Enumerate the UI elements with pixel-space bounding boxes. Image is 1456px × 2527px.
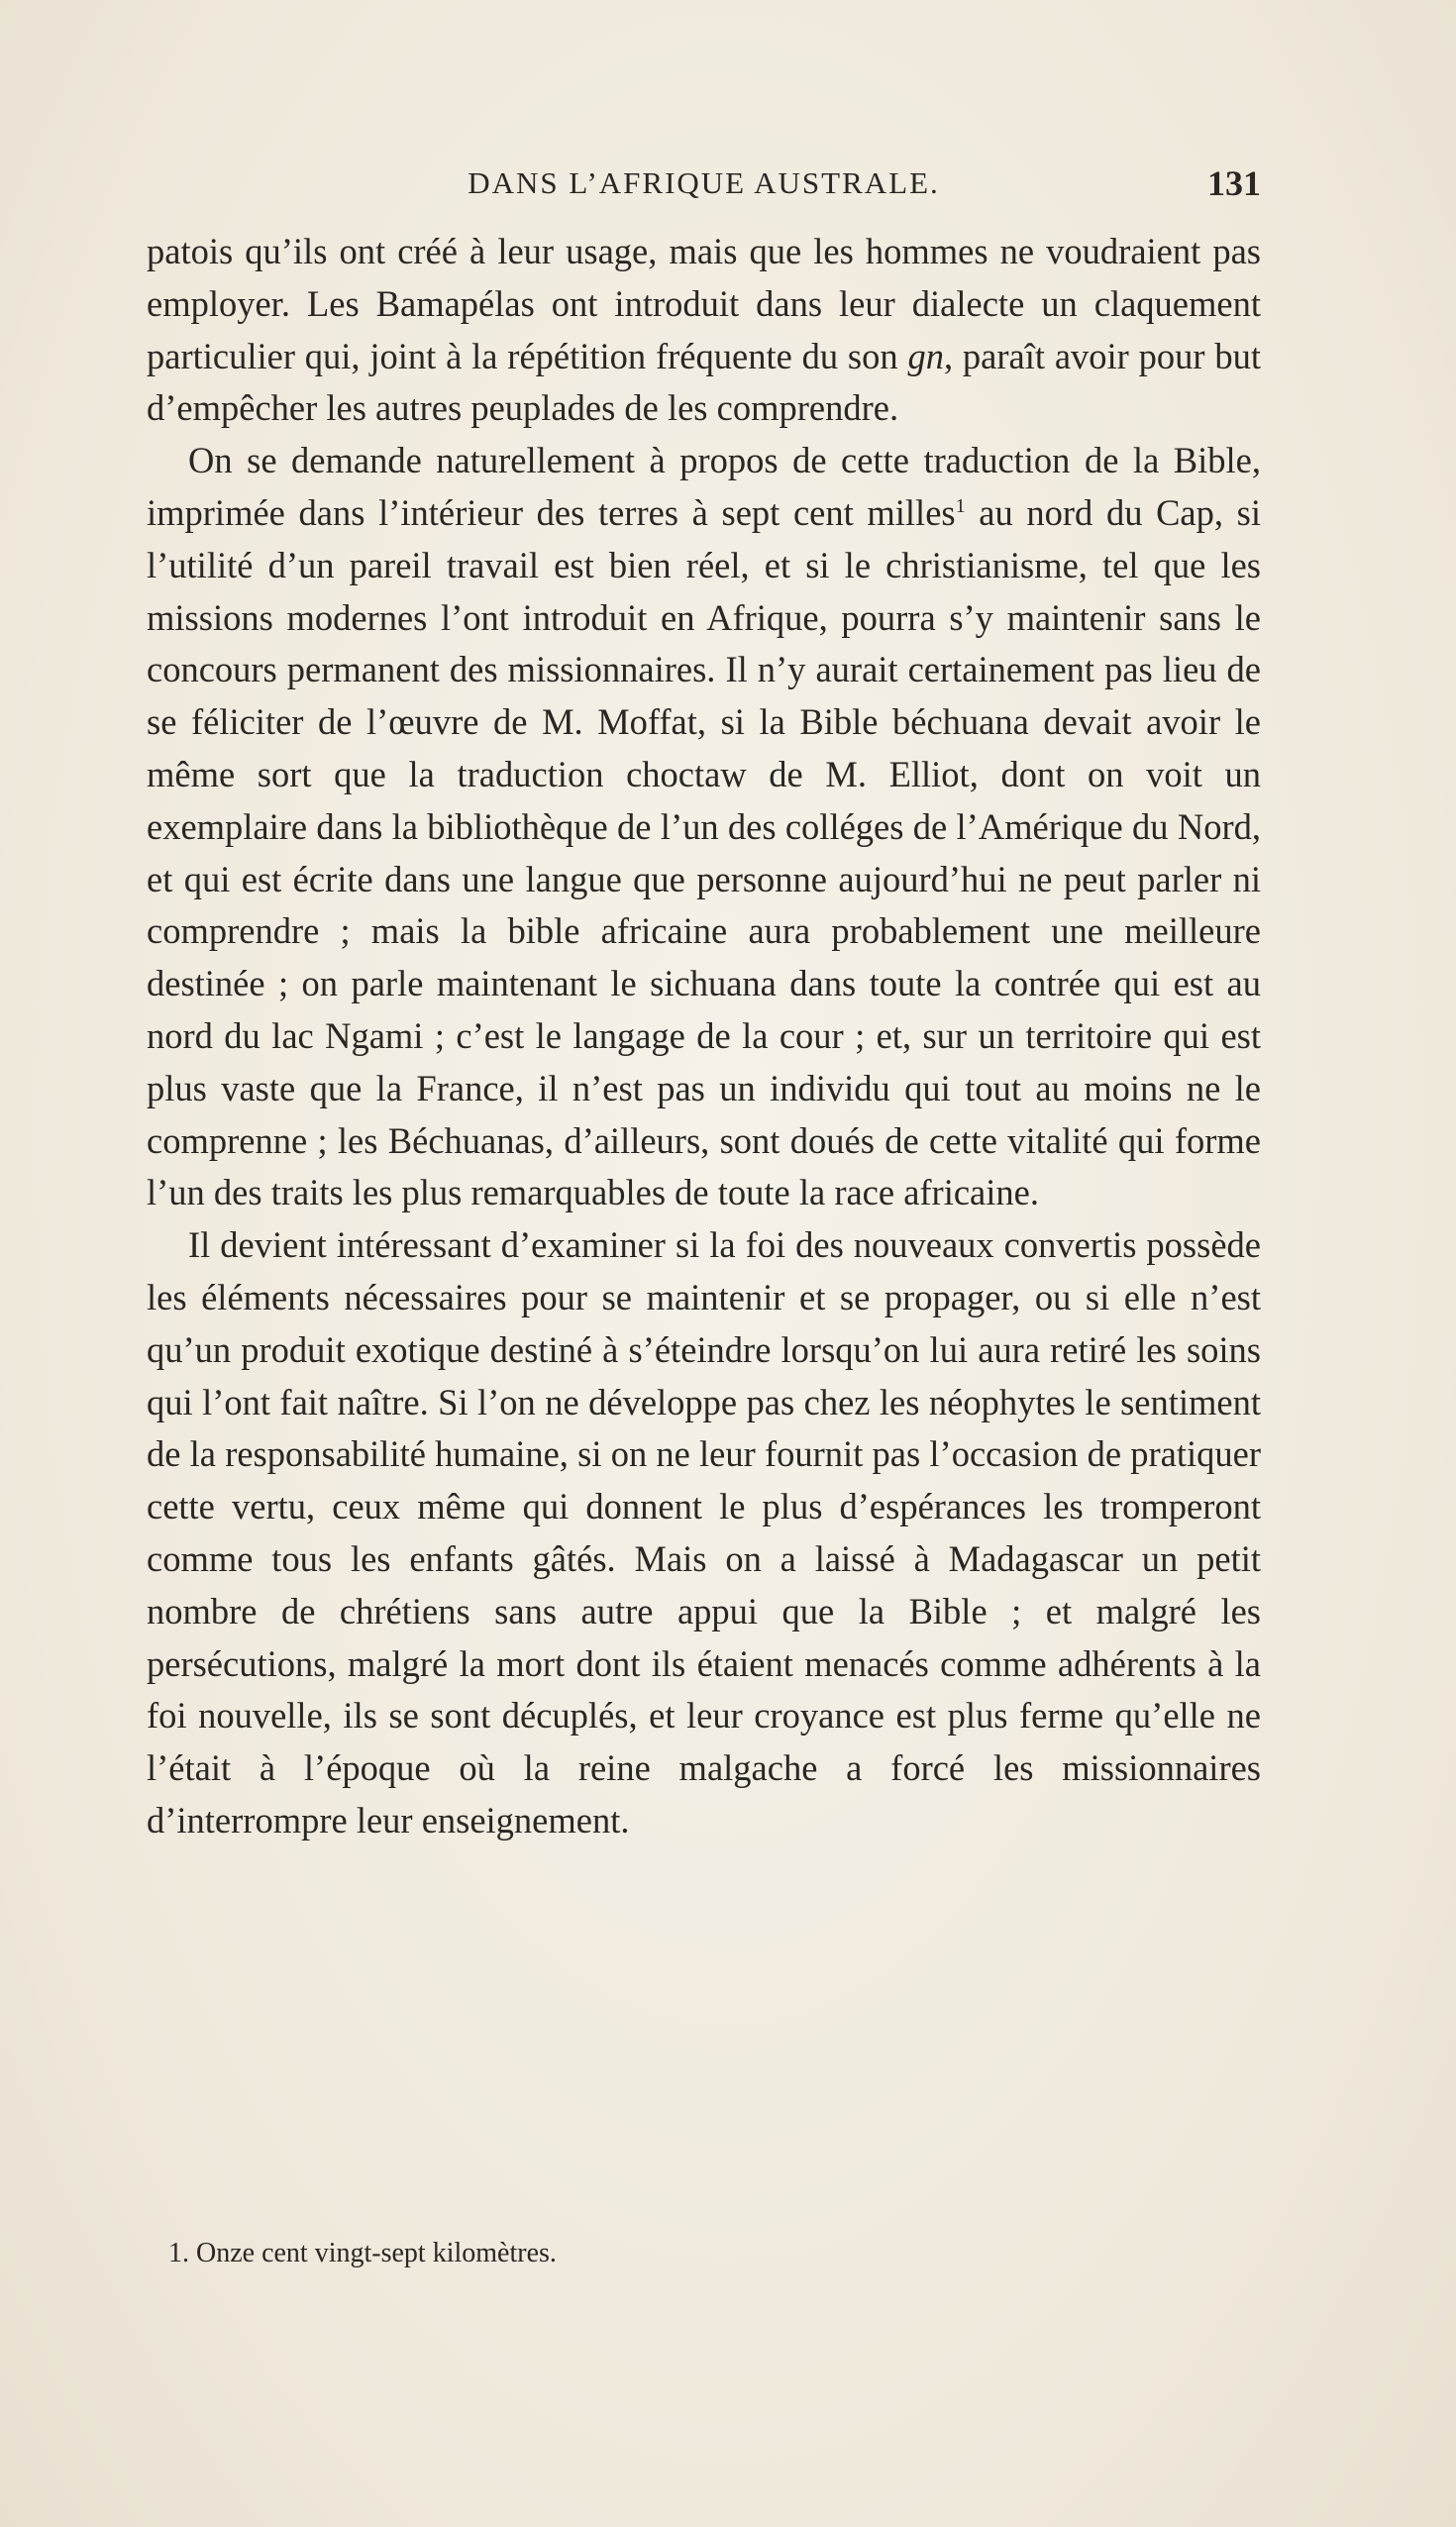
paragraph-3: Il devient intéressant d’examiner si la foi des nouveaux convertis possède les éléments nécessaires pour se maintenir et se propager, ou si elle n’est qu’un produit exotique destiné à s’éteindre lorsqu’on lui aura retiré les soins qui l’ont fait naître. Si l’on ne développe pas chez les néophytes le sentiment de la responsabilité humaine, si on ne leur fournit pas l’occasion de pratiquer cette vertu, ceux même qui donnent le plus d’espérances les tromperont comme tous les enfants gâtés. Mais on a laissé à Madagascar un petit nombre de chrétiens sans autre appui que la Bible ; et malgré les persécutions, malgré la mort dont ils étaient menacés comme adhérents à la foi nouvelle, ils se sont décuplés, et leur croyance est plus ferme qu’elle ne l’était à l’époque où la reine malgache a forcé les missionnaires d’interrompre leur enseignement. [147, 1224, 1261, 1841]
footnote: 1. Onze cent vingt-sept kilomètres. [168, 2238, 557, 2268]
paragraph-2-text-a: On se demande naturellement à propos de cette traduction de la Bible, imprimée dans l’intérieur des terres à sept cent milles [147, 440, 1261, 533]
body-text [147, 226, 1261, 1847]
footnote-ref: 1 [955, 494, 966, 517]
paragraph-1 [147, 226, 1261, 435]
paragraph-2 [147, 435, 1261, 1219]
paragraph-1-text: patois qu’ils ont créé à leur usage, mais que les hommes ne voudraient pas employer. Les Bamapélas ont introduit dans leur dialecte un claquement particulier qui, joint à la répétition fréquente du son [147, 231, 1261, 376]
paragraph-2-text-b: au nord du Cap, si l’utilité d’un pareil travail est bien réel, et si le christianisme, tel que les missions modernes l’ont introduit en Afrique, pourra s’y maintenir sans le concours permanent des missionnaires. Il n’y aurait certainement pas lieu de se féliciter de l’œuvre de M. Moffat, si la Bible béchuana devait avoir le même sort que la traduction choctaw de M. Elliot, dont on voit un exemplaire dans la bibliothèque de l’un des colléges de l’Amérique du Nord, et qui est écrite dans une langue que personne aujourd’hui ne peut parler ni comprendre ; mais la bible africaine aura probablement une meilleure destinée ; on parle maintenant le sichuana dans toute la contrée qui est au nord du lac Ngami ; c’est le langage de la cour ; et, sur un territoire qui est plus vaste que la France, il n’est pas un individu qui tout au moins ne le comprenne ; les Béchuanas, d’ailleurs, sont doués de cette vitalité qui forme l’un des traits les plus remarquables de toute la race africaine. [147, 491, 1262, 1213]
page-number: 131 [1207, 163, 1261, 203]
paragraph-1-end: , paraît avoir pour but d’empêcher les autres peuplades de les comprendre. [147, 335, 1261, 429]
running-head [147, 158, 1261, 208]
running-title: DANS L’AFRIQUE AUSTRALE. [468, 165, 940, 200]
italic-gn: gn [907, 335, 944, 376]
